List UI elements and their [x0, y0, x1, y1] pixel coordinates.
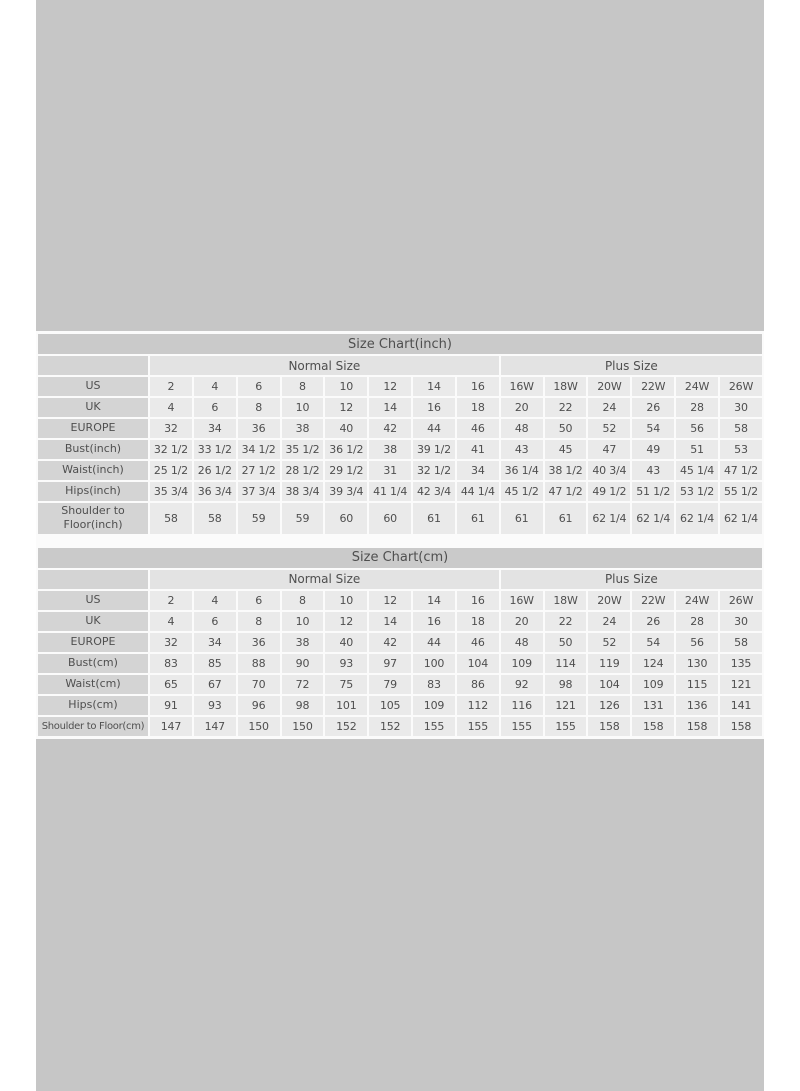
size-value-cell: 2	[150, 377, 192, 396]
column-group-row	[38, 570, 762, 589]
size-value-cell: 44	[413, 633, 455, 652]
size-value-cell: 4	[150, 612, 192, 631]
size-value-cell: 47 1/2	[720, 461, 762, 480]
size-value-cell: 40 3/4	[588, 461, 630, 480]
size-value-cell: 32	[150, 419, 192, 438]
size-value-cell: 4	[194, 591, 236, 610]
size-value-cell: 83	[413, 675, 455, 694]
size-value-cell: 58	[720, 633, 762, 652]
table-title-row	[38, 548, 762, 568]
size-value-cell: 26W	[720, 377, 762, 396]
size-value-cell: 24W	[676, 377, 718, 396]
size-value-cell: 14	[413, 591, 455, 610]
row-label-cell: UK	[38, 398, 148, 417]
size-value-cell: 56	[676, 419, 718, 438]
size-value-cell: 26W	[720, 591, 762, 610]
size-value-cell: 20	[501, 612, 543, 631]
table-row	[38, 419, 762, 438]
size-value-cell: 46	[457, 633, 499, 652]
size-value-cell: 2	[150, 591, 192, 610]
size-value-cell: 24	[588, 398, 630, 417]
row-label-cell: Shoulder to Floor(inch)	[38, 503, 148, 534]
group-header-cell: Normal Size	[150, 356, 499, 375]
size-value-cell: 52	[588, 633, 630, 652]
size-value-cell: 158	[720, 717, 762, 736]
size-value-cell: 147	[194, 717, 236, 736]
size-value-cell: 50	[545, 419, 587, 438]
size-value-cell: 85	[194, 654, 236, 673]
size-value-cell: 27 1/2	[238, 461, 280, 480]
size-value-cell: 36	[238, 419, 280, 438]
size-value-cell: 28 1/2	[282, 461, 324, 480]
size-value-cell: 65	[150, 675, 192, 694]
size-value-cell: 44 1/4	[457, 482, 499, 501]
table-row	[38, 503, 762, 534]
row-label-cell: EUROPE	[38, 419, 148, 438]
size-value-cell: 26 1/2	[194, 461, 236, 480]
row-label-cell: EUROPE	[38, 633, 148, 652]
size-value-cell: 49	[632, 440, 674, 459]
size-value-cell: 24	[588, 612, 630, 631]
corner-cell	[38, 570, 148, 589]
size-value-cell: 54	[632, 419, 674, 438]
size-value-cell: 112	[457, 696, 499, 715]
size-value-cell: 4	[150, 398, 192, 417]
size-value-cell: 91	[150, 696, 192, 715]
size-value-cell: 36 1/2	[325, 440, 367, 459]
size-value-cell: 155	[457, 717, 499, 736]
size-value-cell: 20W	[588, 591, 630, 610]
size-value-cell: 152	[369, 717, 411, 736]
size-value-cell: 61	[457, 503, 499, 534]
size-value-cell: 62 1/4	[632, 503, 674, 534]
row-label-cell: Shoulder to Floor(cm)	[38, 717, 148, 736]
size-value-cell: 59	[238, 503, 280, 534]
size-value-cell: 35 3/4	[150, 482, 192, 501]
size-chart-cm-table	[36, 546, 764, 738]
size-value-cell: 16	[457, 591, 499, 610]
size-value-cell: 18W	[545, 377, 587, 396]
size-value-cell: 16	[413, 398, 455, 417]
row-label-cell: US	[38, 591, 148, 610]
size-value-cell: 109	[632, 675, 674, 694]
size-value-cell: 8	[282, 377, 324, 396]
size-value-cell: 43	[501, 440, 543, 459]
size-value-cell: 34	[194, 633, 236, 652]
size-value-cell: 104	[588, 675, 630, 694]
size-value-cell: 33 1/2	[194, 440, 236, 459]
size-value-cell: 38 3/4	[282, 482, 324, 501]
size-value-cell: 18W	[545, 591, 587, 610]
size-value-cell: 51	[676, 440, 718, 459]
size-value-cell: 36 3/4	[194, 482, 236, 501]
table-row	[38, 717, 762, 736]
table-row	[38, 696, 762, 715]
size-value-cell: 31	[369, 461, 411, 480]
size-value-cell: 12	[325, 398, 367, 417]
size-chart-inch-table	[36, 332, 764, 536]
size-value-cell: 32	[150, 633, 192, 652]
size-value-cell: 38 1/2	[545, 461, 587, 480]
size-value-cell: 44	[413, 419, 455, 438]
table-row	[38, 612, 762, 631]
size-value-cell: 29 1/2	[325, 461, 367, 480]
size-value-cell: 40	[325, 419, 367, 438]
size-value-cell: 62 1/4	[676, 503, 718, 534]
size-value-cell: 34 1/2	[238, 440, 280, 459]
size-value-cell: 28	[676, 612, 718, 631]
table-row	[38, 461, 762, 480]
size-value-cell: 36	[238, 633, 280, 652]
size-value-cell: 126	[588, 696, 630, 715]
size-value-cell: 158	[632, 717, 674, 736]
table-row	[38, 654, 762, 673]
size-value-cell: 20	[501, 398, 543, 417]
size-value-cell: 48	[501, 633, 543, 652]
size-value-cell: 53	[720, 440, 762, 459]
size-value-cell: 14	[369, 612, 411, 631]
size-value-cell: 43	[632, 461, 674, 480]
size-value-cell: 46	[457, 419, 499, 438]
size-value-cell: 62 1/4	[588, 503, 630, 534]
size-value-cell: 45 1/4	[676, 461, 718, 480]
size-value-cell: 45 1/2	[501, 482, 543, 501]
size-value-cell: 147	[150, 717, 192, 736]
size-value-cell: 93	[325, 654, 367, 673]
size-value-cell: 14	[413, 377, 455, 396]
size-value-cell: 105	[369, 696, 411, 715]
size-value-cell: 155	[413, 717, 455, 736]
table-row	[38, 591, 762, 610]
size-value-cell: 16W	[501, 377, 543, 396]
size-value-cell: 10	[282, 398, 324, 417]
size-value-cell: 61	[413, 503, 455, 534]
size-value-cell: 104	[457, 654, 499, 673]
size-value-cell: 47	[588, 440, 630, 459]
size-value-cell: 6	[194, 612, 236, 631]
size-value-cell: 72	[282, 675, 324, 694]
size-value-cell: 34	[194, 419, 236, 438]
size-value-cell: 42	[369, 419, 411, 438]
size-value-cell: 32 1/2	[413, 461, 455, 480]
table-title: Size Chart(cm)	[38, 548, 762, 568]
row-label-cell: Bust(cm)	[38, 654, 148, 673]
size-value-cell: 22W	[632, 377, 674, 396]
size-value-cell: 32 1/2	[150, 440, 192, 459]
size-value-cell: 38	[282, 633, 324, 652]
size-value-cell: 24W	[676, 591, 718, 610]
size-value-cell: 26	[632, 398, 674, 417]
size-value-cell: 158	[676, 717, 718, 736]
size-value-cell: 61	[545, 503, 587, 534]
size-value-cell: 93	[194, 696, 236, 715]
size-value-cell: 38	[282, 419, 324, 438]
row-label-cell: Waist(inch)	[38, 461, 148, 480]
table-row	[38, 377, 762, 396]
size-value-cell: 14	[369, 398, 411, 417]
size-value-cell: 49 1/2	[588, 482, 630, 501]
group-header-cell: Normal Size	[150, 570, 499, 589]
size-value-cell: 109	[501, 654, 543, 673]
size-value-cell: 37 3/4	[238, 482, 280, 501]
size-value-cell: 22	[545, 398, 587, 417]
size-value-cell: 12	[369, 377, 411, 396]
size-value-cell: 98	[545, 675, 587, 694]
size-value-cell: 101	[325, 696, 367, 715]
size-value-cell: 100	[413, 654, 455, 673]
size-value-cell: 40	[325, 633, 367, 652]
size-value-cell: 141	[720, 696, 762, 715]
size-value-cell: 58	[150, 503, 192, 534]
size-value-cell: 34	[457, 461, 499, 480]
table-title-row	[38, 334, 762, 354]
size-value-cell: 53 1/2	[676, 482, 718, 501]
size-value-cell: 115	[676, 675, 718, 694]
size-value-cell: 116	[501, 696, 543, 715]
size-value-cell: 42 3/4	[413, 482, 455, 501]
size-value-cell: 16	[413, 612, 455, 631]
size-value-cell: 88	[238, 654, 280, 673]
table-title: Size Chart(inch)	[38, 334, 762, 354]
size-value-cell: 75	[325, 675, 367, 694]
size-value-cell: 30	[720, 398, 762, 417]
size-value-cell: 12	[325, 612, 367, 631]
size-value-cell: 150	[238, 717, 280, 736]
size-value-cell: 8	[282, 591, 324, 610]
size-value-cell: 39 3/4	[325, 482, 367, 501]
size-value-cell: 62 1/4	[720, 503, 762, 534]
size-value-cell: 16W	[501, 591, 543, 610]
size-value-cell: 39 1/2	[413, 440, 455, 459]
table-row	[38, 398, 762, 417]
table-row	[38, 633, 762, 652]
size-value-cell: 119	[588, 654, 630, 673]
size-value-cell: 6	[194, 398, 236, 417]
size-value-cell: 54	[632, 633, 674, 652]
size-value-cell: 22	[545, 612, 587, 631]
size-value-cell: 10	[325, 377, 367, 396]
row-label-cell: UK	[38, 612, 148, 631]
size-value-cell: 58	[720, 419, 762, 438]
size-value-cell: 47 1/2	[545, 482, 587, 501]
size-value-cell: 20W	[588, 377, 630, 396]
size-value-cell: 58	[194, 503, 236, 534]
gray-canvas	[36, 0, 764, 1091]
row-label-cell: US	[38, 377, 148, 396]
row-label-cell: Hips(cm)	[38, 696, 148, 715]
size-value-cell: 30	[720, 612, 762, 631]
size-value-cell: 8	[238, 612, 280, 631]
size-value-cell: 83	[150, 654, 192, 673]
size-value-cell: 42	[369, 633, 411, 652]
size-value-cell: 136	[676, 696, 718, 715]
size-value-cell: 48	[501, 419, 543, 438]
size-value-cell: 28	[676, 398, 718, 417]
size-value-cell: 4	[194, 377, 236, 396]
size-value-cell: 6	[238, 591, 280, 610]
size-value-cell: 135	[720, 654, 762, 673]
table-row	[38, 482, 762, 501]
size-value-cell: 12	[369, 591, 411, 610]
group-header-cell: Plus Size	[501, 570, 762, 589]
corner-cell	[38, 356, 148, 375]
size-value-cell: 10	[325, 591, 367, 610]
size-value-cell: 18	[457, 612, 499, 631]
size-value-cell: 121	[545, 696, 587, 715]
size-value-cell: 35 1/2	[282, 440, 324, 459]
size-value-cell: 55 1/2	[720, 482, 762, 501]
size-value-cell: 10	[282, 612, 324, 631]
size-value-cell: 121	[720, 675, 762, 694]
size-value-cell: 61	[501, 503, 543, 534]
size-value-cell: 16	[457, 377, 499, 396]
size-value-cell: 131	[632, 696, 674, 715]
table-row	[38, 675, 762, 694]
row-label-cell: Bust(inch)	[38, 440, 148, 459]
size-value-cell: 158	[588, 717, 630, 736]
size-value-cell: 22W	[632, 591, 674, 610]
size-value-cell: 18	[457, 398, 499, 417]
size-value-cell: 79	[369, 675, 411, 694]
size-value-cell: 26	[632, 612, 674, 631]
size-value-cell: 8	[238, 398, 280, 417]
size-value-cell: 97	[369, 654, 411, 673]
size-value-cell: 114	[545, 654, 587, 673]
size-value-cell: 90	[282, 654, 324, 673]
size-value-cell: 56	[676, 633, 718, 652]
size-value-cell: 38	[369, 440, 411, 459]
size-value-cell: 155	[501, 717, 543, 736]
row-label-cell: Hips(inch)	[38, 482, 148, 501]
size-value-cell: 52	[588, 419, 630, 438]
size-value-cell: 59	[282, 503, 324, 534]
size-value-cell: 98	[282, 696, 324, 715]
size-value-cell: 45	[545, 440, 587, 459]
size-value-cell: 130	[676, 654, 718, 673]
size-value-cell: 51 1/2	[632, 482, 674, 501]
size-value-cell: 86	[457, 675, 499, 694]
size-value-cell: 109	[413, 696, 455, 715]
size-value-cell: 96	[238, 696, 280, 715]
size-value-cell: 50	[545, 633, 587, 652]
column-group-row	[38, 356, 762, 375]
size-value-cell: 124	[632, 654, 674, 673]
group-header-cell: Plus Size	[501, 356, 762, 375]
size-value-cell: 41 1/4	[369, 482, 411, 501]
size-value-cell: 155	[545, 717, 587, 736]
size-chart-sheet	[36, 331, 764, 739]
size-value-cell: 150	[282, 717, 324, 736]
size-value-cell: 60	[369, 503, 411, 534]
row-label-cell: Waist(cm)	[38, 675, 148, 694]
size-value-cell: 25 1/2	[150, 461, 192, 480]
size-value-cell: 92	[501, 675, 543, 694]
size-value-cell: 36 1/4	[501, 461, 543, 480]
size-value-cell: 41	[457, 440, 499, 459]
size-value-cell: 70	[238, 675, 280, 694]
table-row	[38, 440, 762, 459]
size-value-cell: 6	[238, 377, 280, 396]
size-value-cell: 152	[325, 717, 367, 736]
size-value-cell: 60	[325, 503, 367, 534]
size-value-cell: 67	[194, 675, 236, 694]
